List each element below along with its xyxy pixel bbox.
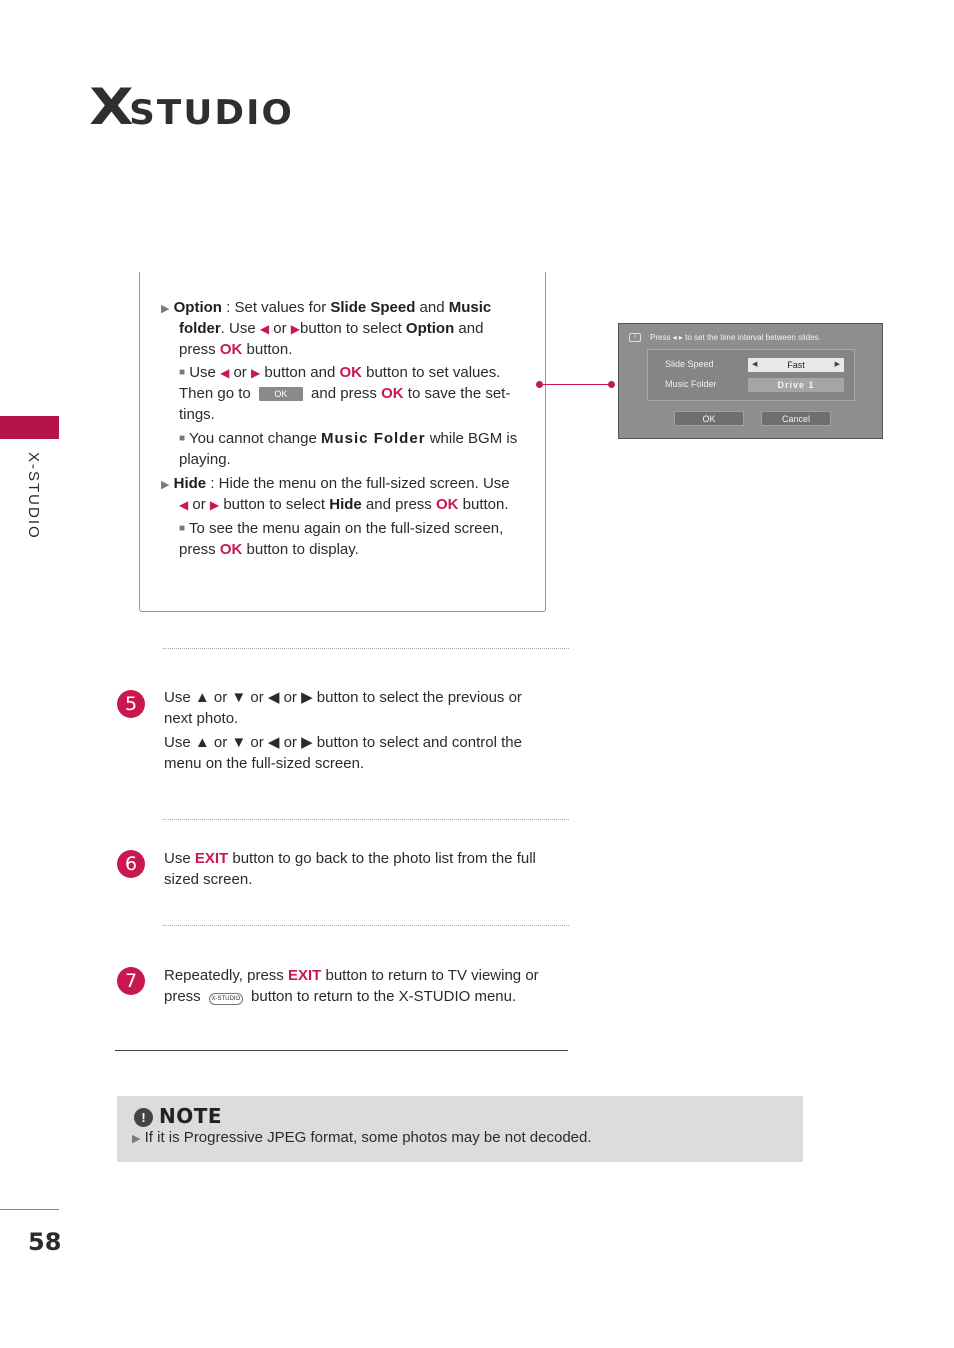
osd-hint-text: Press ◂ ▸ to set the time interval between slides.: [650, 333, 821, 342]
text: or: [269, 320, 291, 337]
page-number: 58: [28, 1228, 62, 1256]
osd-ok-button[interactable]: OK: [674, 411, 744, 426]
option-paragraph-line3: [179, 339, 292, 360]
hide-term: Hide: [329, 496, 362, 513]
hide-paragraph-line2: [179, 494, 539, 516]
exclamation-icon: !: [134, 1108, 153, 1127]
option-term: Option: [405, 320, 455, 337]
text: while BGM is: [425, 430, 518, 447]
square-bullet-icon: ■: [179, 433, 186, 444]
right-arrow-icon: ▶: [834, 361, 840, 368]
exit-key: EXIT: [287, 967, 322, 984]
text: button to select: [300, 320, 406, 337]
text: or: [188, 496, 210, 513]
text: button.: [458, 496, 509, 513]
text: . Use: [220, 320, 260, 337]
bullet-triangle-icon: ▶: [161, 303, 170, 315]
ok-key: OK: [435, 496, 459, 513]
text: to save the set-: [403, 385, 511, 402]
logo-x: X: [89, 78, 132, 136]
sub-note-set-values-line2: [179, 383, 539, 404]
dotted-divider: [163, 648, 569, 649]
slide-speed-selector[interactable]: [748, 358, 844, 372]
dotted-divider: [163, 925, 569, 926]
sub-note-music-folder: [179, 428, 539, 449]
callout-connector-line: [540, 384, 612, 385]
exit-key: EXIT: [194, 850, 229, 867]
square-bullet-icon: ■: [179, 367, 186, 378]
text: button to display.: [242, 541, 359, 558]
music-folder-selector[interactable]: [748, 378, 844, 392]
text: and press: [306, 385, 382, 402]
xstudio-button-icon: X-STUDIO: [209, 993, 243, 1005]
bullet-triangle-icon: ▶: [161, 479, 170, 491]
step-number: 7: [117, 967, 145, 995]
text: Repeatedly, press: [164, 967, 288, 984]
text: press: [179, 541, 220, 558]
text: playing.: [179, 451, 231, 468]
step-7-text-line1: [164, 965, 564, 986]
step-6-text-line2: sized screen.: [164, 871, 253, 888]
text: button and: [260, 364, 340, 381]
text: Use: [185, 364, 221, 381]
slide-speed-value: Fast: [787, 360, 805, 370]
info-icon: i: [629, 333, 641, 342]
music-folder-label: Music Folder: [665, 379, 717, 389]
callout-dot-right: [608, 381, 615, 388]
step-7-text-line2: [164, 986, 564, 1007]
osd-cancel-button[interactable]: Cancel: [761, 411, 831, 426]
section-label: X-STUDIO: [25, 452, 42, 540]
ok-key: OK: [219, 341, 243, 358]
square-bullet-icon: ■: [179, 523, 186, 534]
sub-note-set-values-line3: [179, 404, 215, 425]
right-arrow-icon: ▶: [209, 498, 220, 512]
sub-note-set-values: [179, 362, 539, 384]
bullet-triangle-icon: ▶: [132, 1133, 141, 1145]
section-tab-marker: [0, 416, 59, 439]
text: Then go to: [179, 385, 255, 402]
text: and: [415, 299, 449, 316]
ok-key: OK: [219, 541, 243, 558]
option-paragraph: [161, 297, 541, 320]
hide-paragraph: [161, 473, 541, 496]
text: : Hide the menu on the full-sized screen. Use: [206, 475, 510, 492]
ok-button-icon: OK: [259, 387, 303, 401]
note-title: NOTE: [159, 1104, 223, 1128]
text: button to go back to the photo list from the full: [228, 850, 536, 867]
text: Use: [164, 850, 195, 867]
hide-term: Hide: [173, 475, 207, 492]
left-arrow-icon: ◀: [220, 366, 230, 380]
ok-key: OK: [339, 364, 362, 381]
right-arrow-icon: ▶: [250, 366, 261, 380]
text: tings.: [179, 406, 215, 423]
logo-studio: STUDIO: [128, 93, 294, 133]
step-number: 5: [117, 690, 145, 718]
text: You cannot change: [185, 430, 322, 447]
step-5-text-line2: next photo.: [164, 710, 239, 727]
option-paragraph-line2: [179, 318, 539, 340]
music-folder-value: Drive 1: [777, 380, 815, 390]
step-5-text-line4: menu on the full-sized screen.: [164, 755, 365, 772]
music-folder-term: Music Folder: [321, 430, 426, 447]
note-text: [132, 1129, 592, 1146]
text: If it is Progressive JPEG format, some photos may be not decoded.: [144, 1129, 592, 1146]
text: : Set values for: [221, 299, 331, 316]
left-arrow-icon: ◀: [179, 498, 189, 512]
text: press: [164, 988, 205, 1005]
left-arrow-icon: ◀: [259, 322, 270, 336]
section-end-rule: [115, 1050, 568, 1051]
option-term: Option: [173, 299, 222, 316]
step-number: 6: [117, 850, 145, 878]
step-6-text-line1: [164, 848, 564, 869]
slide-speed-term: Slide Speed: [330, 299, 416, 316]
slide-speed-label: Slide Speed: [665, 359, 714, 369]
text: To see the menu again on the full-sized screen,: [185, 520, 504, 537]
text: button to return to the X-STUDIO menu.: [246, 988, 517, 1005]
note-box: [117, 1096, 803, 1162]
text: and: [454, 320, 484, 337]
osd-settings-panel: [647, 349, 855, 401]
folder-term: folder: [179, 320, 221, 337]
sub-note-music-folder-line2: [179, 449, 231, 470]
ok-key: OK: [381, 385, 404, 402]
text: and press: [361, 496, 436, 513]
step-5-text-line1: Use ▲ or ▼ or ◀ or ▶ button to select the previous or: [164, 689, 522, 706]
page-number-rule: [0, 1209, 59, 1210]
sub-note-hide-line2: [179, 539, 359, 560]
text: button to set values.: [361, 364, 501, 381]
dotted-divider: [163, 819, 569, 820]
step-5-text-line3: Use ▲ or ▼ or ◀ or ▶ button to select and control the: [164, 734, 522, 751]
text: press: [179, 341, 220, 358]
osd-option-dialog: [618, 323, 883, 439]
left-arrow-icon: ◀: [752, 361, 758, 368]
callout-dot-left: [536, 381, 543, 388]
sub-note-hide: [179, 518, 539, 539]
text: button to return to TV viewing or: [321, 967, 539, 984]
text: button.: [242, 341, 293, 358]
text: or: [229, 364, 251, 381]
text: button to select: [219, 496, 330, 513]
right-arrow-icon: ▶: [290, 322, 301, 336]
xstudio-logo: [89, 78, 294, 136]
music-term: Music: [448, 299, 492, 316]
